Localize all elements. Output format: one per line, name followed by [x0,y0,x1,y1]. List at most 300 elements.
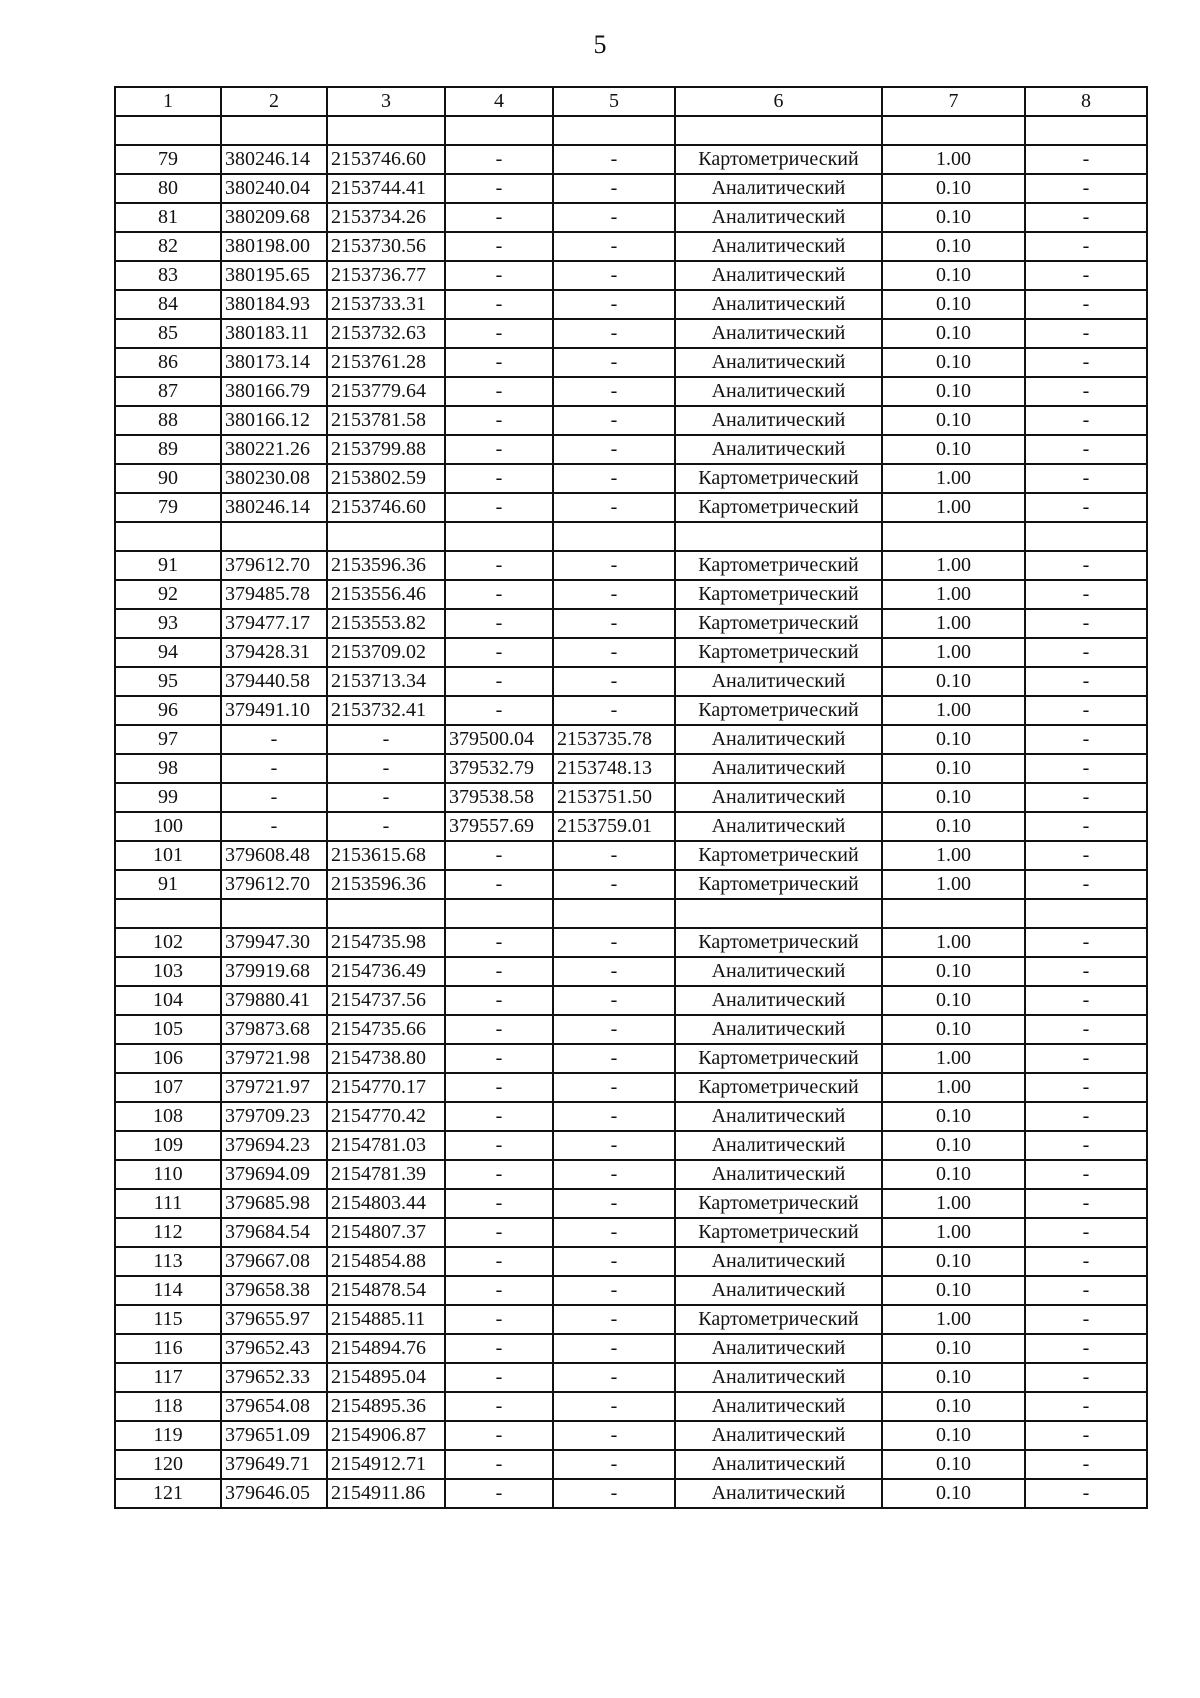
accuracy-cell: 0.10 [882,754,1025,783]
point-number-cell: 108 [115,1102,221,1131]
point-number-cell: 80 [115,174,221,203]
note-cell: - [1025,928,1147,957]
y-coordinate-cell: 2153734.26 [327,203,445,232]
x-coordinate-alt-cell [445,899,553,928]
accuracy-cell: 1.00 [882,1073,1025,1102]
x-coordinate-alt-cell: - [445,870,553,899]
point-number-cell: 94 [115,638,221,667]
method-cell: Аналитический [675,1479,882,1508]
table-row [115,1044,1147,1073]
y-coordinate-cell: 2153596.36 [327,551,445,580]
table-row [115,754,1147,783]
note-cell: - [1025,667,1147,696]
y-coordinate-cell: 2154770.42 [327,1102,445,1131]
y-coordinate-cell: 2153615.68 [327,841,445,870]
accuracy-cell: 0.10 [882,783,1025,812]
x-coordinate-cell [221,899,327,928]
y-coordinate-alt-cell: - [553,203,675,232]
method-cell [675,899,882,928]
x-coordinate-cell: 380173.14 [221,348,327,377]
note-cell: - [1025,957,1147,986]
note-cell: - [1025,290,1147,319]
method-cell: Аналитический [675,435,882,464]
accuracy-cell: 1.00 [882,841,1025,870]
y-coordinate-cell [327,899,445,928]
point-number-cell [115,116,221,145]
point-number-cell: 119 [115,1421,221,1450]
y-coordinate-alt-cell: - [553,667,675,696]
accuracy-cell: 1.00 [882,464,1025,493]
x-coordinate-alt-cell: - [445,986,553,1015]
accuracy-cell: 1.00 [882,580,1025,609]
x-coordinate-alt-cell: 379532.79 [445,754,553,783]
coordinates-table [114,86,1148,1509]
table-row [115,406,1147,435]
x-coordinate-alt-cell: - [445,1218,553,1247]
y-coordinate-alt-cell: - [553,870,675,899]
y-coordinate-cell: 2154878.54 [327,1276,445,1305]
method-cell: Аналитический [675,261,882,290]
x-coordinate-cell: 379685.98 [221,1189,327,1218]
y-coordinate-cell: 2154895.04 [327,1363,445,1392]
table-row [115,1392,1147,1421]
x-coordinate-alt-cell: - [445,406,553,435]
y-coordinate-cell: 2154781.03 [327,1131,445,1160]
point-number-cell: 91 [115,870,221,899]
x-coordinate-cell: 379655.97 [221,1305,327,1334]
y-coordinate-alt-cell: - [553,1392,675,1421]
x-coordinate-alt-cell: - [445,1334,553,1363]
column-header: 6 [675,87,882,116]
method-cell: Аналитический [675,319,882,348]
y-coordinate-alt-cell [553,522,675,551]
accuracy-cell: 0.10 [882,435,1025,464]
y-coordinate-alt-cell: - [553,841,675,870]
table-row [115,986,1147,1015]
x-coordinate-cell: 379477.17 [221,609,327,638]
y-coordinate-alt-cell: - [553,1276,675,1305]
accuracy-cell: 0.10 [882,261,1025,290]
x-coordinate-cell: - [221,812,327,841]
point-number-cell: 95 [115,667,221,696]
x-coordinate-cell: 379658.38 [221,1276,327,1305]
accuracy-cell: 1.00 [882,551,1025,580]
method-cell [675,522,882,551]
accuracy-cell: 0.10 [882,1015,1025,1044]
note-cell: - [1025,1102,1147,1131]
y-coordinate-cell: 2153732.41 [327,696,445,725]
method-cell [675,116,882,145]
point-number-cell: 116 [115,1334,221,1363]
accuracy-cell: 1.00 [882,1044,1025,1073]
y-coordinate-cell: 2153553.82 [327,609,445,638]
y-coordinate-cell: 2154894.76 [327,1334,445,1363]
y-coordinate-alt-cell: - [553,957,675,986]
y-coordinate-cell: 2153746.60 [327,493,445,522]
column-header: 2 [221,87,327,116]
note-cell: - [1025,551,1147,580]
note-cell: - [1025,638,1147,667]
method-cell: Картометрический [675,1044,882,1073]
x-coordinate-alt-cell: - [445,174,553,203]
x-coordinate-cell: 379608.48 [221,841,327,870]
x-coordinate-alt-cell: - [445,1479,553,1508]
x-coordinate-alt-cell: 379557.69 [445,812,553,841]
accuracy-cell: 0.10 [882,957,1025,986]
y-coordinate-cell: 2154736.49 [327,957,445,986]
note-cell: - [1025,261,1147,290]
y-coordinate-cell: 2153556.46 [327,580,445,609]
point-number-cell: 97 [115,725,221,754]
accuracy-cell: 0.10 [882,1392,1025,1421]
accuracy-cell: 0.10 [882,1363,1025,1392]
x-coordinate-alt-cell: - [445,261,553,290]
x-coordinate-cell: 379649.71 [221,1450,327,1479]
point-number-cell: 79 [115,493,221,522]
table-row [115,261,1147,290]
x-coordinate-cell: 379919.68 [221,957,327,986]
method-cell: Картометрический [675,1305,882,1334]
x-coordinate-alt-cell: - [445,1247,553,1276]
table-row [115,1015,1147,1044]
y-coordinate-alt-cell: 2153748.13 [553,754,675,783]
y-coordinate-alt-cell: - [553,174,675,203]
y-coordinate-cell: - [327,783,445,812]
table-row [115,1073,1147,1102]
accuracy-cell: 1.00 [882,1218,1025,1247]
x-coordinate-cell: 379612.70 [221,551,327,580]
table-row [115,899,1147,928]
y-coordinate-cell: 2153746.60 [327,145,445,174]
x-coordinate-cell: 379880.41 [221,986,327,1015]
x-coordinate-alt-cell: - [445,1421,553,1450]
accuracy-cell: 0.10 [882,290,1025,319]
y-coordinate-cell: 2153736.77 [327,261,445,290]
x-coordinate-alt-cell: - [445,609,553,638]
accuracy-cell: 0.10 [882,1334,1025,1363]
column-header: 5 [553,87,675,116]
table-row [115,290,1147,319]
table-body [115,116,1147,1508]
y-coordinate-cell: 2153730.56 [327,232,445,261]
point-number-cell: 114 [115,1276,221,1305]
x-coordinate-cell: 379652.43 [221,1334,327,1363]
point-number-cell: 99 [115,783,221,812]
point-number-cell: 82 [115,232,221,261]
note-cell: - [1025,1131,1147,1160]
point-number-cell: 107 [115,1073,221,1102]
note-cell: - [1025,348,1147,377]
accuracy-cell: 0.10 [882,406,1025,435]
point-number-cell: 86 [115,348,221,377]
y-coordinate-alt-cell: - [553,1305,675,1334]
y-coordinate-cell: 2154781.39 [327,1160,445,1189]
y-coordinate-cell: 2154737.56 [327,986,445,1015]
x-coordinate-cell: 379721.98 [221,1044,327,1073]
note-cell: - [1025,1334,1147,1363]
x-coordinate-alt-cell: - [445,1392,553,1421]
accuracy-cell: 0.10 [882,319,1025,348]
table-row [115,928,1147,957]
y-coordinate-alt-cell: - [553,1450,675,1479]
x-coordinate-alt-cell: - [445,638,553,667]
point-number-cell: 93 [115,609,221,638]
note-cell: - [1025,319,1147,348]
y-coordinate-cell: 2154912.71 [327,1450,445,1479]
y-coordinate-cell: 2153781.58 [327,406,445,435]
table-row [115,464,1147,493]
x-coordinate-cell: 380198.00 [221,232,327,261]
table-row [115,1421,1147,1450]
accuracy-cell: 0.10 [882,986,1025,1015]
x-coordinate-alt-cell: - [445,957,553,986]
x-coordinate-alt-cell: 379538.58 [445,783,553,812]
method-cell: Картометрический [675,145,882,174]
y-coordinate-cell: 2154854.88 [327,1247,445,1276]
y-coordinate-alt-cell [553,116,675,145]
point-number-cell: 118 [115,1392,221,1421]
point-number-cell: 87 [115,377,221,406]
page-number: 5 [593,30,607,59]
y-coordinate-cell: 2153761.28 [327,348,445,377]
point-number-cell: 113 [115,1247,221,1276]
y-coordinate-cell: 2153802.59 [327,464,445,493]
method-cell: Аналитический [675,232,882,261]
method-cell: Аналитический [675,783,882,812]
table-row [115,1189,1147,1218]
table-row [115,609,1147,638]
x-coordinate-cell [221,116,327,145]
note-cell: - [1025,493,1147,522]
note-cell: - [1025,1305,1147,1334]
accuracy-cell: 1.00 [882,493,1025,522]
method-cell: Картометрический [675,580,882,609]
point-number-cell: 121 [115,1479,221,1508]
y-coordinate-alt-cell: - [553,1363,675,1392]
accuracy-cell: 0.10 [882,1247,1025,1276]
y-coordinate-cell: 2154770.17 [327,1073,445,1102]
accuracy-cell: 0.10 [882,203,1025,232]
point-number-cell: 111 [115,1189,221,1218]
note-cell: - [1025,464,1147,493]
x-coordinate-cell: 379652.33 [221,1363,327,1392]
point-number-cell: 101 [115,841,221,870]
note-cell: - [1025,1160,1147,1189]
accuracy-cell: 1.00 [882,1189,1025,1218]
method-cell: Аналитический [675,348,882,377]
point-number-cell: 117 [115,1363,221,1392]
method-cell: Картометрический [675,638,882,667]
note-cell [1025,899,1147,928]
accuracy-cell: 1.00 [882,145,1025,174]
table-row [115,551,1147,580]
y-coordinate-alt-cell: - [553,1102,675,1131]
x-coordinate-cell: - [221,725,327,754]
table-row [115,812,1147,841]
x-coordinate-alt-cell: - [445,1073,553,1102]
point-number-cell: 88 [115,406,221,435]
x-coordinate-alt-cell: - [445,841,553,870]
point-number-cell: 92 [115,580,221,609]
y-coordinate-alt-cell: - [553,986,675,1015]
x-coordinate-cell: 380240.04 [221,174,327,203]
y-coordinate-cell: 2153732.63 [327,319,445,348]
accuracy-cell: 0.10 [882,174,1025,203]
x-coordinate-alt-cell: - [445,1305,553,1334]
x-coordinate-cell: 379428.31 [221,638,327,667]
note-cell: - [1025,986,1147,1015]
y-coordinate-alt-cell: - [553,1015,675,1044]
table-row [115,957,1147,986]
table-row [115,1131,1147,1160]
note-cell: - [1025,609,1147,638]
note-cell: - [1025,725,1147,754]
y-coordinate-alt-cell: 2153751.50 [553,783,675,812]
method-cell: Аналитический [675,725,882,754]
table-row [115,145,1147,174]
table-row [115,1334,1147,1363]
x-coordinate-cell: 380166.79 [221,377,327,406]
x-coordinate-alt-cell: - [445,232,553,261]
x-coordinate-alt-cell: - [445,435,553,464]
y-coordinate-cell [327,522,445,551]
y-coordinate-alt-cell [553,899,675,928]
column-header: 8 [1025,87,1147,116]
x-coordinate-alt-cell: - [445,580,553,609]
note-cell [1025,522,1147,551]
y-coordinate-cell: 2154906.87 [327,1421,445,1450]
accuracy-cell: 1.00 [882,870,1025,899]
y-coordinate-cell: 2154738.80 [327,1044,445,1073]
table-row [115,783,1147,812]
method-cell: Аналитический [675,1334,882,1363]
x-coordinate-alt-cell: - [445,1160,553,1189]
y-coordinate-alt-cell: - [553,928,675,957]
point-number-cell: 96 [115,696,221,725]
method-cell: Аналитический [675,174,882,203]
method-cell: Картометрический [675,609,882,638]
table-row [115,203,1147,232]
point-number-cell: 109 [115,1131,221,1160]
table-row [115,696,1147,725]
y-coordinate-alt-cell: - [553,580,675,609]
note-cell: - [1025,1015,1147,1044]
y-coordinate-alt-cell: - [553,406,675,435]
y-coordinate-alt-cell: - [553,261,675,290]
x-coordinate-cell: 379694.09 [221,1160,327,1189]
y-coordinate-cell [327,116,445,145]
x-coordinate-alt-cell [445,522,553,551]
note-cell: - [1025,754,1147,783]
y-coordinate-alt-cell: - [553,1189,675,1218]
accuracy-cell: 1.00 [882,928,1025,957]
method-cell: Аналитический [675,667,882,696]
point-number-cell: 106 [115,1044,221,1073]
y-coordinate-alt-cell: - [553,696,675,725]
table-row [115,580,1147,609]
x-coordinate-cell: 379440.58 [221,667,327,696]
table-row [115,1363,1147,1392]
accuracy-cell: 0.10 [882,1276,1025,1305]
y-coordinate-alt-cell: - [553,319,675,348]
point-number-cell: 104 [115,986,221,1015]
x-coordinate-cell: 380246.14 [221,145,327,174]
accuracy-cell: 0.10 [882,1131,1025,1160]
note-cell: - [1025,1392,1147,1421]
accuracy-cell: 1.00 [882,696,1025,725]
method-cell: Аналитический [675,1276,882,1305]
x-coordinate-alt-cell: 379500.04 [445,725,553,754]
x-coordinate-alt-cell: - [445,348,553,377]
table-row [115,522,1147,551]
note-cell: - [1025,1247,1147,1276]
x-coordinate-cell: 379646.05 [221,1479,327,1508]
point-number-cell: 84 [115,290,221,319]
note-cell: - [1025,1479,1147,1508]
x-coordinate-cell: 379709.23 [221,1102,327,1131]
header-row [115,87,1147,116]
x-coordinate-cell: 379612.70 [221,870,327,899]
accuracy-cell: 1.00 [882,609,1025,638]
method-cell: Аналитический [675,406,882,435]
table-row [115,174,1147,203]
x-coordinate-alt-cell: - [445,319,553,348]
x-coordinate-alt-cell: - [445,464,553,493]
y-coordinate-cell: 2153709.02 [327,638,445,667]
table-row [115,841,1147,870]
table-row [115,435,1147,464]
x-coordinate-alt-cell: - [445,696,553,725]
accuracy-cell: 0.10 [882,377,1025,406]
x-coordinate-alt-cell: - [445,145,553,174]
x-coordinate-alt-cell: - [445,290,553,319]
point-number-cell: 90 [115,464,221,493]
x-coordinate-cell: 379667.08 [221,1247,327,1276]
x-coordinate-alt-cell: - [445,1363,553,1392]
x-coordinate-cell: - [221,783,327,812]
point-number-cell: 89 [115,435,221,464]
note-cell: - [1025,1421,1147,1450]
y-coordinate-cell: 2154885.11 [327,1305,445,1334]
table-row [115,1102,1147,1131]
method-cell: Картометрический [675,870,882,899]
x-coordinate-cell: - [221,754,327,783]
note-cell: - [1025,377,1147,406]
point-number-cell: 98 [115,754,221,783]
y-coordinate-cell: 2153733.31 [327,290,445,319]
x-coordinate-cell: 380230.08 [221,464,327,493]
y-coordinate-alt-cell: - [553,1160,675,1189]
point-number-cell: 115 [115,1305,221,1334]
point-number-cell: 102 [115,928,221,957]
accuracy-cell: 0.10 [882,1160,1025,1189]
table-row [115,1160,1147,1189]
note-cell: - [1025,1073,1147,1102]
accuracy-cell: 0.10 [882,1421,1025,1450]
note-cell: - [1025,435,1147,464]
x-coordinate-cell: 379873.68 [221,1015,327,1044]
y-coordinate-alt-cell: - [553,435,675,464]
note-cell: - [1025,841,1147,870]
y-coordinate-alt-cell: - [553,1131,675,1160]
y-coordinate-alt-cell: - [553,1044,675,1073]
note-cell: - [1025,174,1147,203]
method-cell: Аналитический [675,812,882,841]
y-coordinate-alt-cell: - [553,638,675,667]
y-coordinate-alt-cell: - [553,1479,675,1508]
table-row [115,1276,1147,1305]
y-coordinate-cell: 2153799.88 [327,435,445,464]
